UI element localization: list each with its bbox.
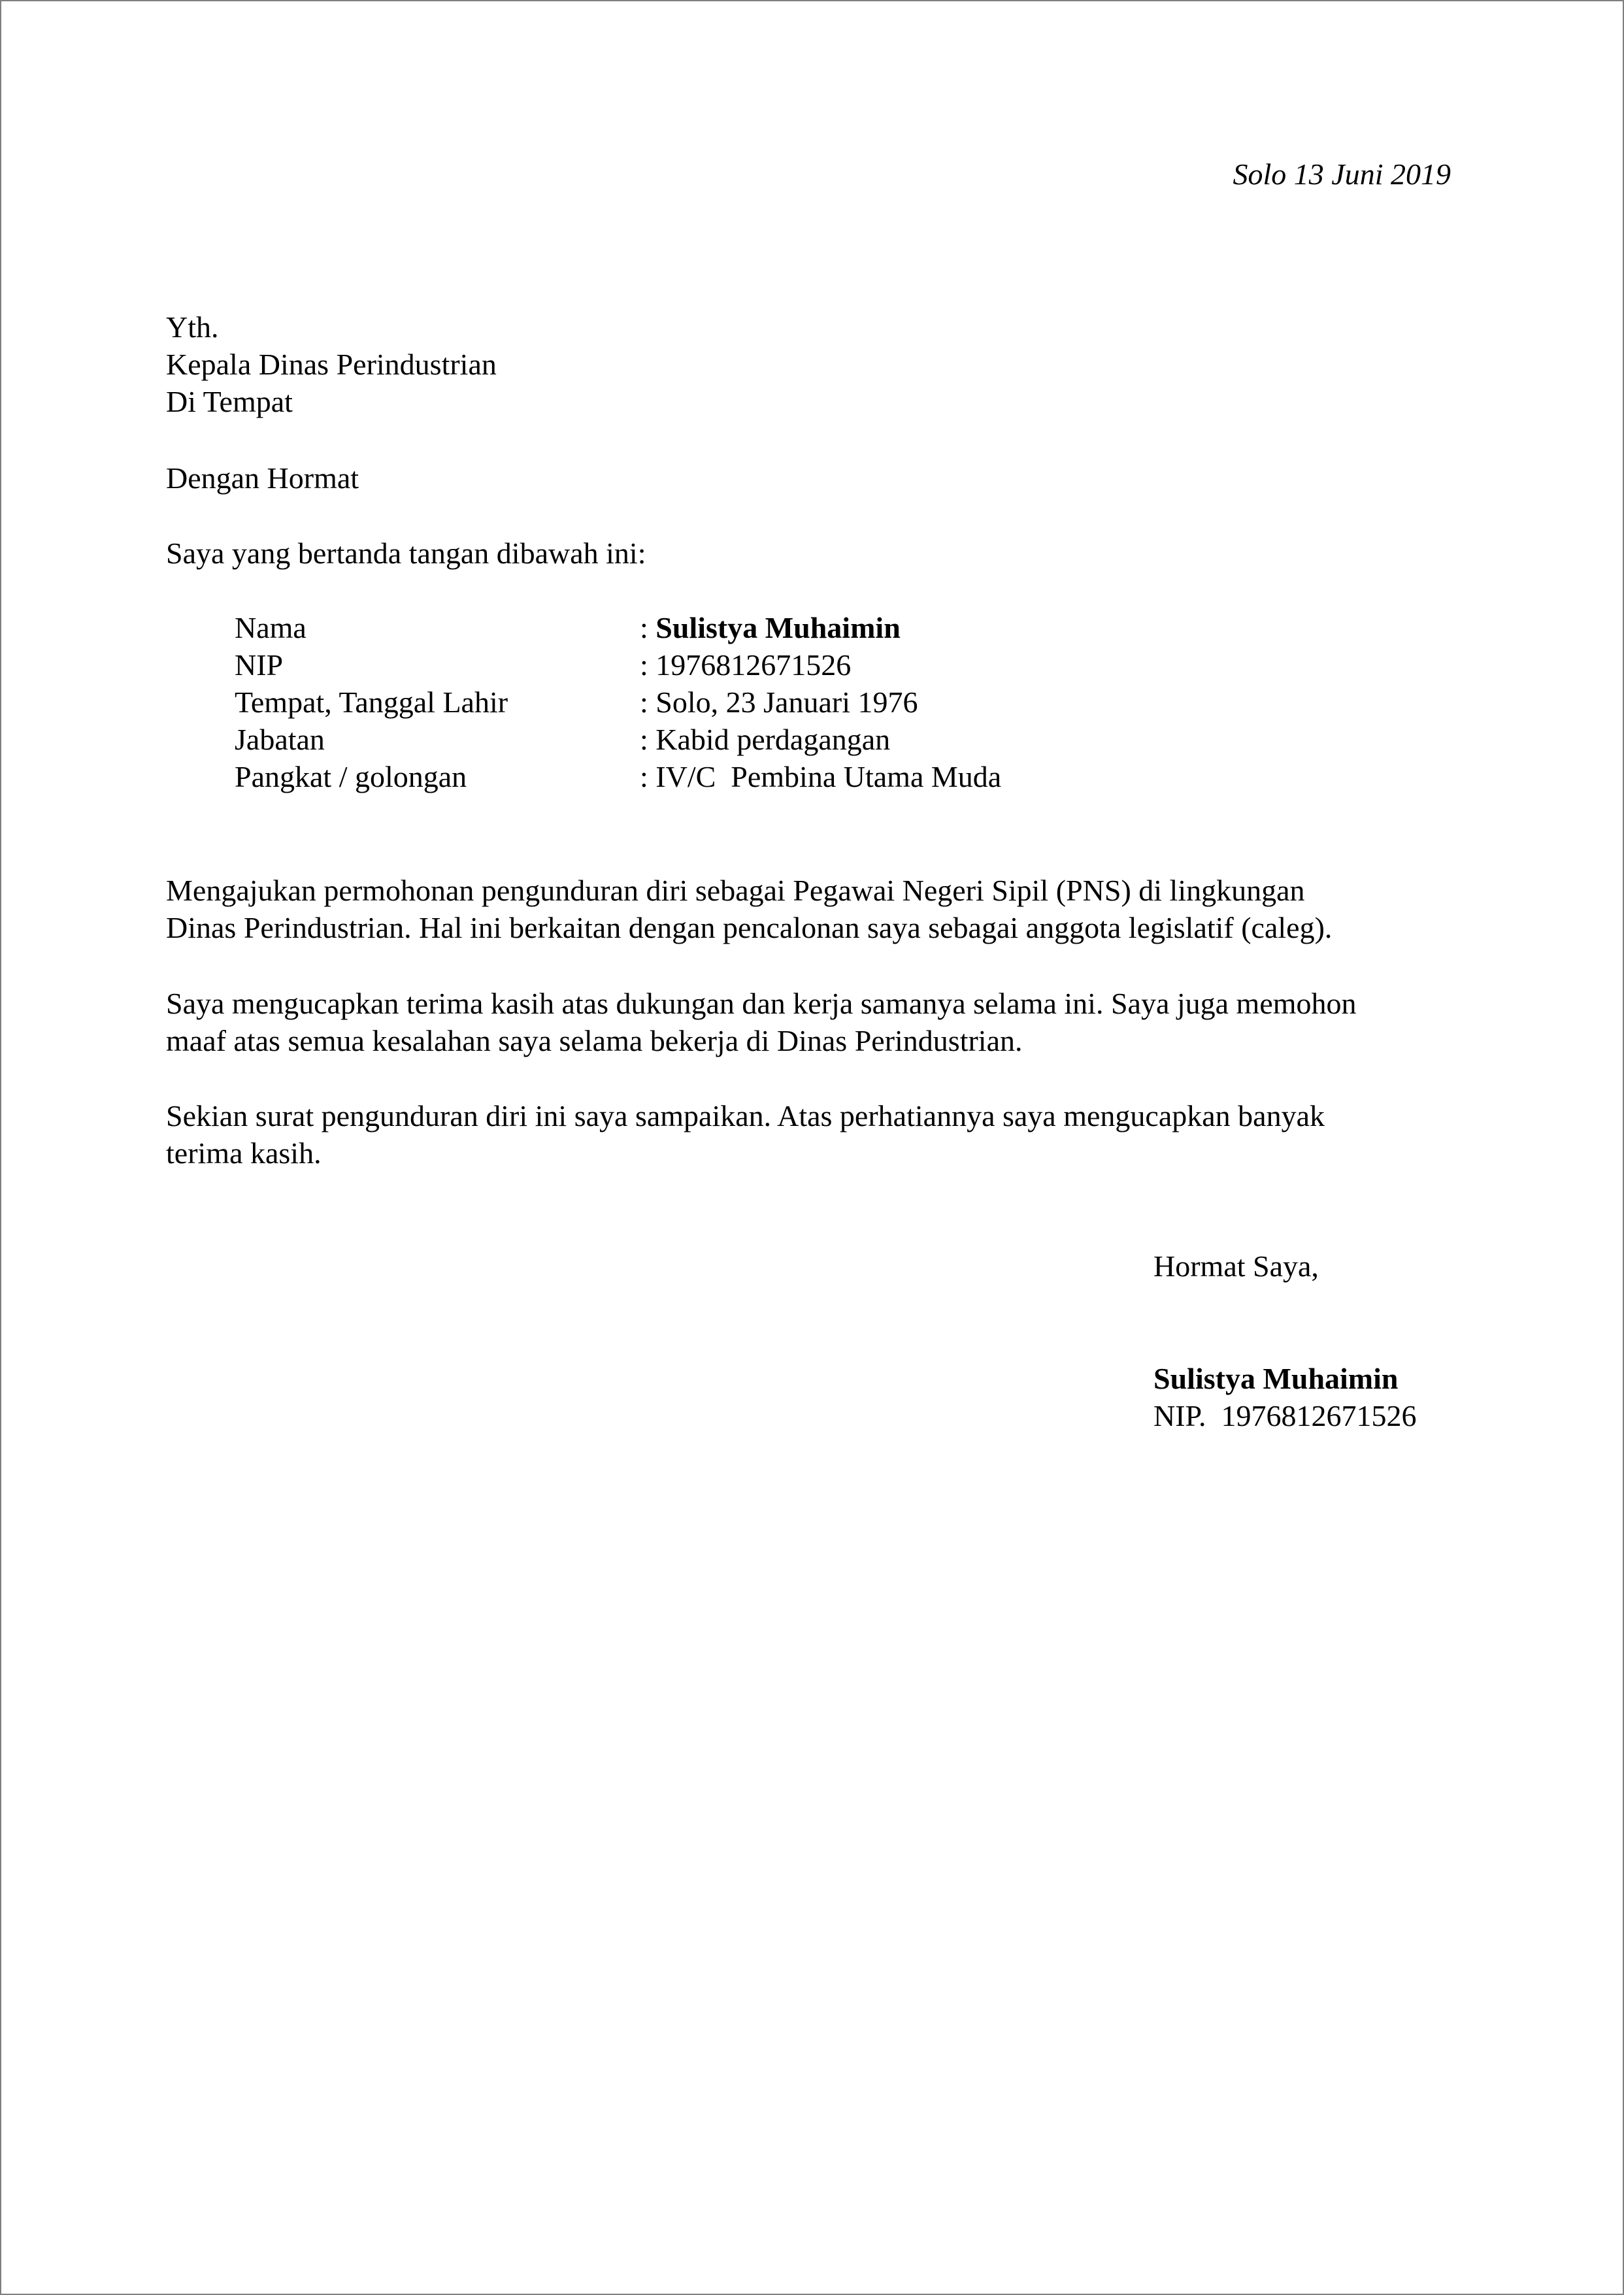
detail-value-cell	[640, 684, 1001, 721]
intro-line: Saya yang bertanda tangan dibawah ini:	[166, 537, 646, 570]
closing-block	[1153, 1247, 1319, 1285]
paragraph-line: Dinas Perindustrian. Hal ini berkaitan dengan pencalonan saya sebagai anggota legislatif (caleg).	[166, 911, 1333, 944]
signer-name: Sulistya Muhaimin	[1153, 1362, 1399, 1395]
detail-separator: :	[640, 723, 656, 756]
detail-value: Sulistya Muhaimin	[655, 611, 901, 644]
body-paragraph	[166, 872, 1473, 946]
paragraph-line: terima kasih.	[166, 1136, 322, 1170]
closing-text: Hormat Saya,	[1153, 1249, 1319, 1283]
paragraph-line: Saya mengucapkan terima kasih atas dukungan dan kerja samanya selama ini. Saya juga memohon	[166, 987, 1357, 1020]
body-paragraph	[166, 985, 1473, 1059]
recipient-salutation: Yth.	[166, 310, 219, 344]
recipient-name: Kepala Dinas Perindustrian	[166, 348, 497, 381]
detail-value: Kabid perdagangan	[655, 723, 891, 756]
detail-row-rank	[235, 758, 1001, 795]
detail-row-nip	[235, 646, 1001, 684]
detail-label: Pangkat / golongan	[235, 760, 467, 793]
detail-separator: :	[640, 611, 656, 644]
detail-value-cell	[640, 609, 1001, 646]
body-paragraph	[166, 1097, 1473, 1172]
letter-date: Solo 13 Juni 2019	[1233, 157, 1451, 191]
detail-value: IV/C Pembina Utama Muda	[655, 760, 1002, 793]
detail-value: Solo, 23 Januari 1976	[655, 685, 918, 719]
detail-value-cell	[640, 721, 1001, 758]
paragraph-line: maaf atas semua kesalahan saya selama bekerja di Dinas Perindustrian.	[166, 1024, 1023, 1057]
detail-separator: :	[640, 648, 656, 682]
detail-value: 1976812671526	[655, 648, 852, 682]
detail-row-birth	[235, 684, 1001, 721]
signature-block	[1153, 1360, 1417, 1434]
recipient-block	[166, 308, 497, 420]
paragraph-line: Sekian surat pengunduran diri ini saya sampaikan. Atas perhatiannya saya mengucapkan banyak	[166, 1099, 1325, 1132]
detail-row-name	[235, 609, 1001, 646]
detail-value-cell	[640, 646, 1001, 684]
recipient-location: Di Tempat	[166, 385, 293, 418]
detail-value-cell	[640, 758, 1001, 795]
detail-separator: :	[640, 685, 656, 719]
personal-details-table	[235, 609, 1001, 795]
detail-label: Jabatan	[235, 723, 325, 756]
detail-label: Tempat, Tanggal Lahir	[235, 685, 508, 719]
signer-nip: NIP. 1976812671526	[1153, 1399, 1417, 1432]
paragraph-line: Mengajukan permohonan pengunduran diri sebagai Pegawai Negeri Sipil (PNS) di lingkungan	[166, 874, 1305, 907]
detail-row-position	[235, 721, 1001, 758]
detail-label: NIP	[235, 648, 284, 682]
detail-separator: :	[640, 760, 656, 793]
detail-label: Nama	[235, 611, 307, 644]
greeting: Dengan Hormat	[166, 461, 359, 495]
